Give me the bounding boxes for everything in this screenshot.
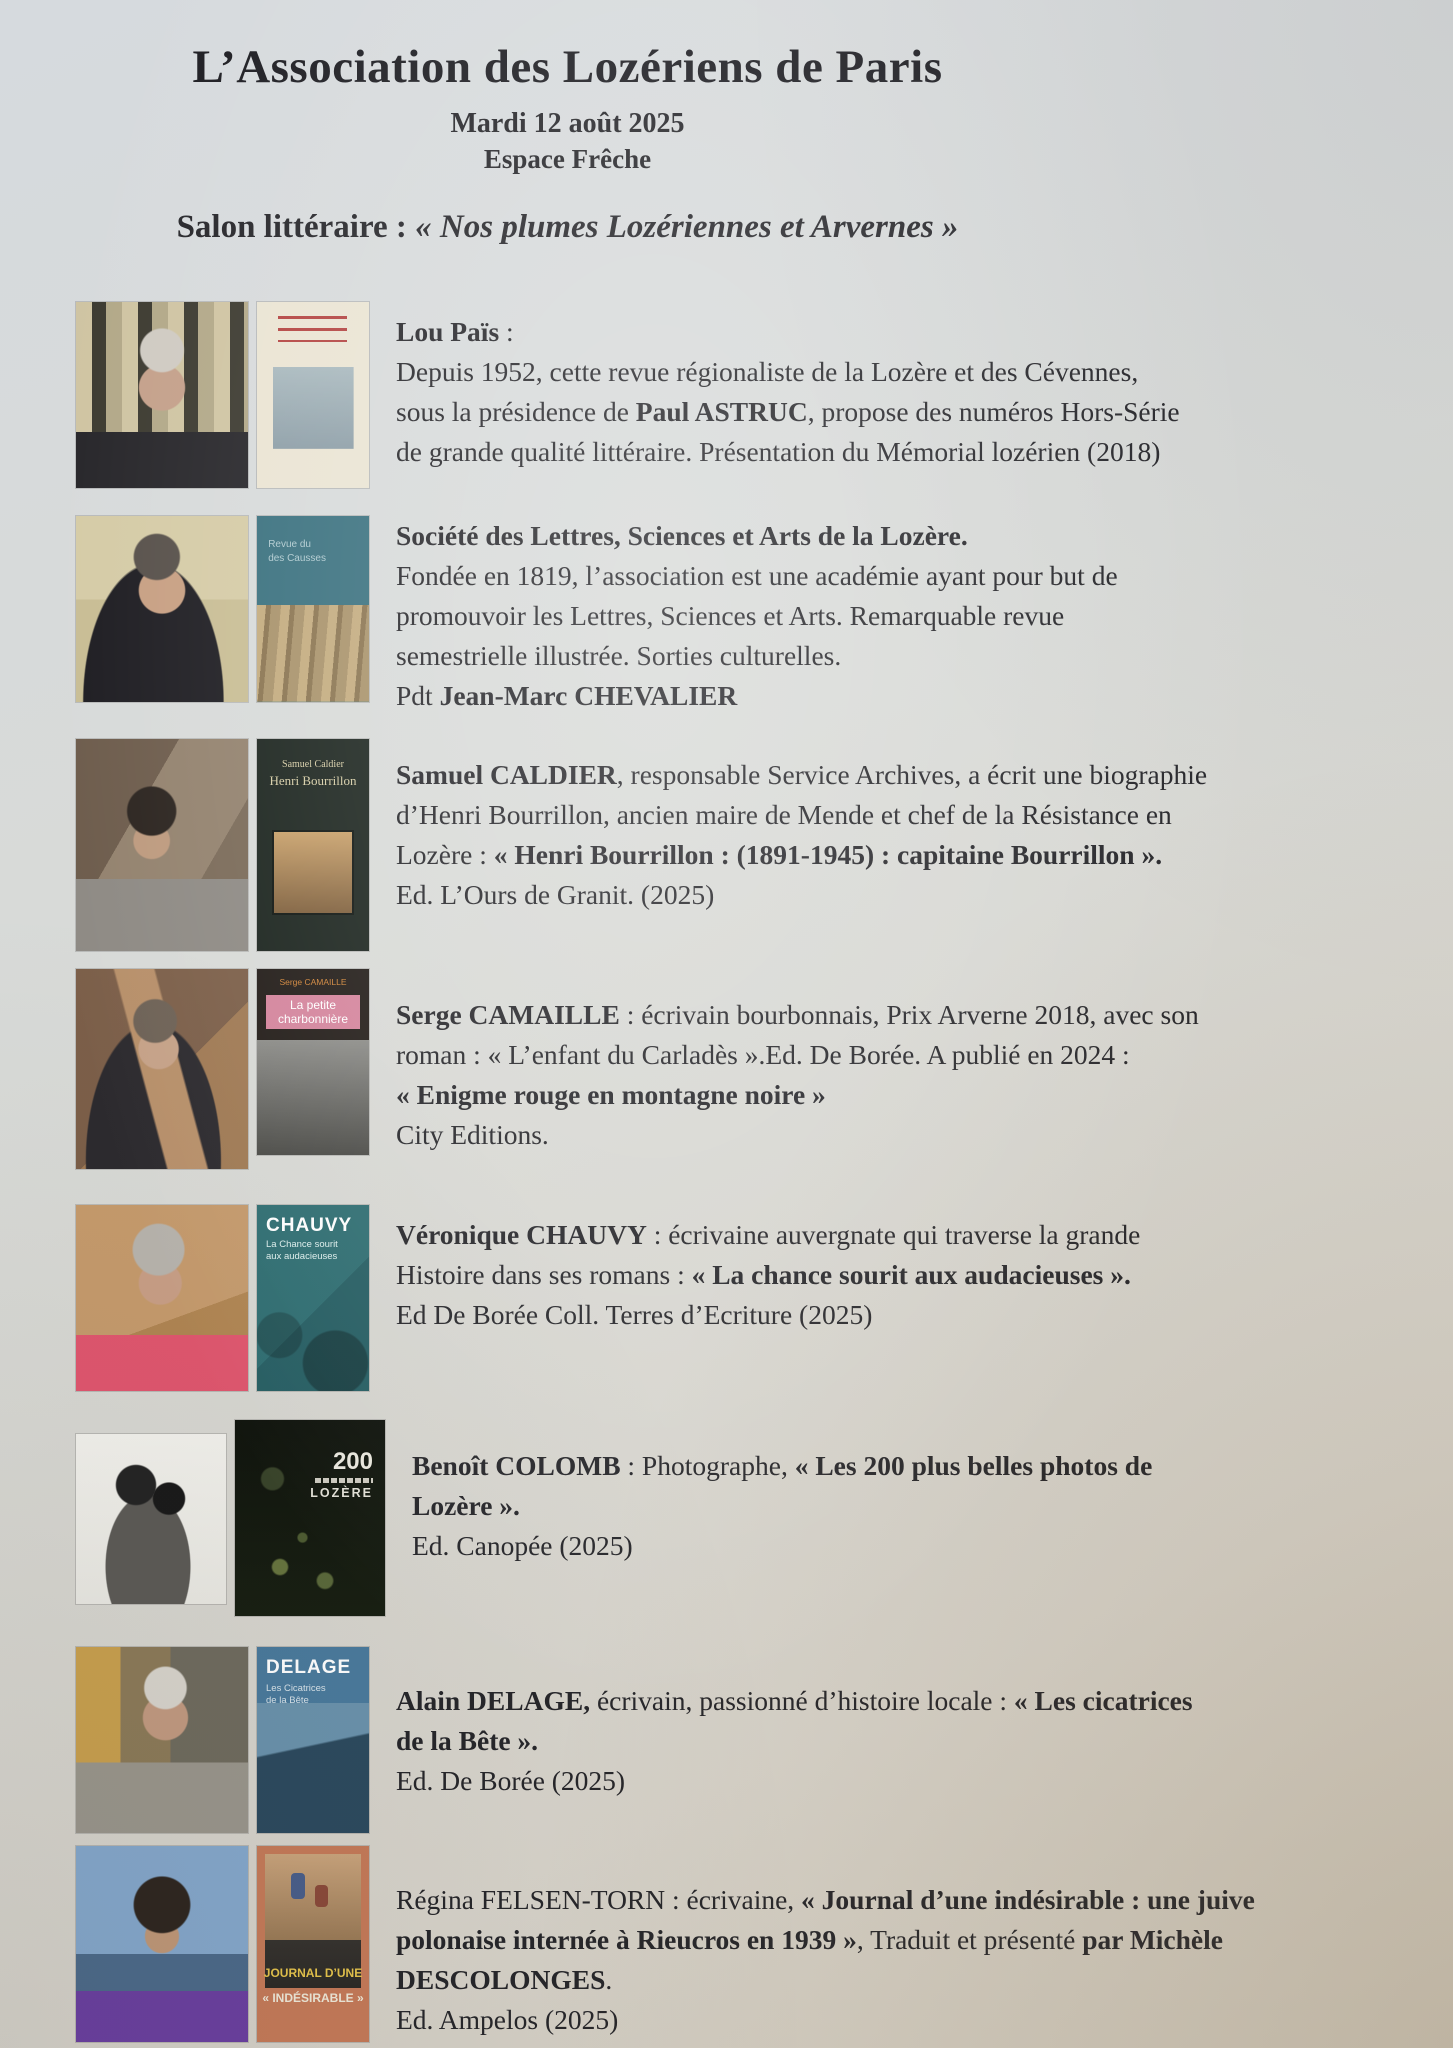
cover-title: Revue du [268, 539, 311, 550]
entry-text [396, 516, 1206, 716]
book-cover [257, 739, 369, 951]
text-line: Véronique CHAUVY : écrivaine auvergnate qui traverse la grande [396, 1219, 1141, 1250]
text-line: Ed. Ampelos (2025) [396, 2004, 619, 2035]
text-line: semestrielle illustrée. Sorties culturelles. [396, 640, 842, 671]
text-line: DESCOLONGES. [396, 1964, 613, 1995]
text-line: Serge CAMAILLE : écrivain bourbonnais, Prix Arverne 2018, avec son [396, 999, 1199, 1030]
entry-text [396, 302, 1206, 472]
cover-title: JOURNAL D’UNE [263, 1965, 363, 1980]
cover-figure [291, 1873, 305, 1899]
author-photo [76, 1846, 248, 2042]
text-line: polonaise internée à Rieucros en 1939 », Traduit et présenté par Michèle [396, 1924, 1223, 1955]
entry-serge-camaille [0, 969, 1453, 1169]
text-line: Lozère : « Henri Bourrillon : (1891-1945) : capitaine Bourrillon ». [396, 839, 1163, 870]
cover-author: CHAUVY [266, 1215, 353, 1236]
cover-title-2: aux audacieuses [266, 1251, 338, 1262]
text-line: Pdt Jean-Marc CHEVALIER [396, 680, 738, 711]
text-line: d’Henri Bourrillon, ancien maire de Mende et chef de la Résistance en [396, 799, 1172, 830]
cover-author: Samuel Caldier [282, 759, 344, 770]
book-cover [257, 1205, 369, 1391]
text-line: Samuel CALDIER, responsable Service Archives, a écrit une biographie [396, 759, 1208, 790]
cover-title: La petite charbonnière [266, 995, 360, 1029]
cover-title-2: de la Bête [266, 1695, 309, 1706]
cover-small-text-bar [315, 1478, 373, 1483]
author-photo [76, 739, 248, 951]
text-line: City Editions. [396, 1119, 549, 1150]
text-line: Ed. Canopée (2025) [412, 1530, 633, 1561]
event-venue: Espace Frêche [483, 144, 652, 174]
entry-text [396, 1846, 1255, 2040]
text-line: Société des Lettres, Sciences et Arts de la Lozère. [396, 520, 968, 551]
entry-societe-des-lettres [0, 516, 1453, 716]
author-photo [76, 969, 248, 1169]
text-line: Alain DELAGE, écrivain, passionné d’histoire locale : « Les cicatrices [396, 1685, 1193, 1716]
text-line: roman : « L’enfant du Carladès ».Ed. De Borée. A publié en 2024 : [396, 1039, 1130, 1070]
salon-prefix: Salon littéraire : [176, 209, 416, 245]
text-line: promouvoir les Lettres, Sciences et Arts. Remarquable revue [396, 600, 1065, 631]
book-cover [257, 969, 369, 1155]
cover-author: DELAGE [266, 1657, 352, 1678]
entry-alain-delage [0, 1647, 1453, 1833]
text-line: de la Bête ». [396, 1725, 539, 1756]
text-line: de grande qualité littéraire. Présentation du Mémorial lozérien (2018) [396, 436, 1161, 467]
salon-title: « Nos plumes Lozériennes et Arvernes » [415, 209, 959, 245]
page-title: L’Association des Lozériens de Paris [192, 41, 943, 93]
cover-figure [315, 1885, 328, 1907]
text-line: « Enigme rouge en montagne noire » [396, 1079, 826, 1110]
text-line: sous la présidence de Paul ASTRUC, propose des numéros Hors-Série [396, 396, 1180, 427]
author-photo [76, 1647, 248, 1833]
salon-heading [0, 209, 1135, 246]
author-photo [76, 302, 248, 488]
text-line: Lozère ». [412, 1490, 520, 1521]
text-line: Depuis 1952, cette revue régionaliste de la Lozère et des Cévennes, [396, 356, 1139, 387]
text-line: Histoire dans ses romans : « La chance sourit aux audacieuses ». [396, 1259, 1131, 1290]
book-cover [257, 1647, 369, 1833]
entry-text [396, 739, 1206, 915]
text-line: Régina FELSEN-TORN : écrivaine, « Journal d’une indésirable : une juive [396, 1884, 1255, 1915]
text-line: Ed. L’Ours de Granit. (2025) [396, 879, 715, 910]
author-photo [76, 1205, 248, 1391]
entry-lou-pais [0, 302, 1453, 488]
event-date: Mardi 12 août 2025 [450, 108, 685, 139]
text-line: Benoît COLOMB : Photographe, « Les 200 plus belles photos de [412, 1450, 1153, 1481]
cover-author: Serge CAMAILLE [279, 977, 347, 987]
text-line: Lou Païs : [396, 316, 514, 347]
flyer-header [0, 40, 1135, 246]
entry-text [412, 1420, 1222, 1566]
entry-text [396, 1647, 1206, 1801]
cover-subtitle: des Causses [268, 553, 326, 564]
entry-veronique-chauvy [0, 1205, 1453, 1391]
author-photo [76, 1434, 226, 1604]
cover-title: Henri Bourrillon [269, 773, 357, 788]
book-cover [257, 516, 369, 702]
entry-samuel-caldier [0, 739, 1453, 951]
cover-title: Les Cicatrices [266, 1683, 326, 1694]
text-line: Fondée en 1819, l’association est une académie ayant pour but de [396, 560, 1118, 591]
cover-art [274, 832, 352, 913]
entry-regina-felsen-torn [0, 1846, 1453, 2042]
entry-benoit-colomb [0, 1420, 1453, 1616]
text-line: Ed De Borée Coll. Terres d’Ecriture (2025) [396, 1299, 873, 1330]
entry-text [396, 969, 1206, 1155]
cover-title: La Chance sourit [266, 1239, 338, 1250]
cover-number: 200 [332, 1448, 373, 1475]
book-cover [235, 1420, 385, 1616]
book-cover [257, 302, 369, 488]
author-photo [76, 516, 248, 702]
entry-text [396, 1205, 1206, 1335]
book-cover [257, 1846, 369, 2042]
cover-title-2: « INDÉSIRABLE » [262, 1991, 364, 2006]
cover-title: LOZÈRE [310, 1486, 373, 1500]
text-line: Ed. De Borée (2025) [396, 1765, 626, 1796]
